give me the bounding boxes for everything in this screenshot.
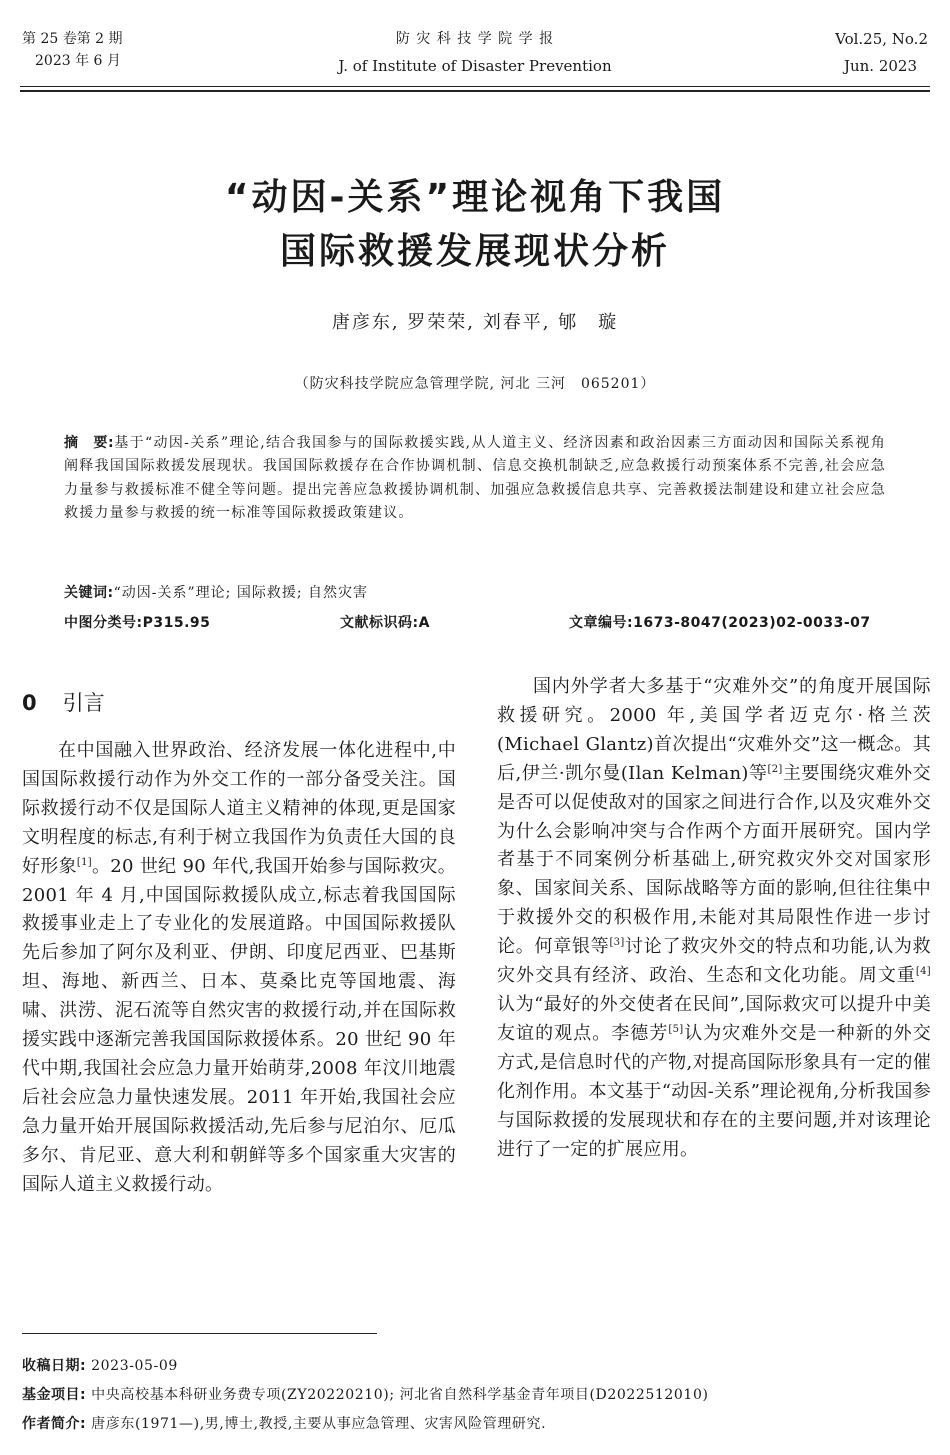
affiliation: （防灾科技学院应急管理学院, 河北 三河 065201） [294, 376, 656, 392]
doc-value: A [418, 615, 430, 631]
text-run: 讨论了救灾外交的特点和功能,认为救灾外交具有经济、政治、生态和文化功能。周文重 [497, 936, 931, 987]
abstract [64, 432, 886, 525]
author-list: 唐彦东, 罗荣荣, 刘春平, 郇 璇 [331, 312, 619, 333]
author-bio [22, 1413, 546, 1435]
header-rule-thick [20, 90, 930, 92]
article-value: 1673-8047(2023)02-0033-07 [633, 615, 871, 631]
section-title: 引言 [62, 691, 105, 715]
header-date: 2023 年 6 月 [35, 53, 121, 69]
footnote-rule [22, 1333, 377, 1334]
fund-value: 中央高校基本科研业务费专项(ZY20220210); 河北省自然科学基金青年项目(D2022512010) [91, 1387, 709, 1403]
header-rule [20, 86, 930, 87]
citation-ref-4: [4] [915, 966, 931, 978]
citation-ref-5: [5] [668, 1023, 684, 1035]
keywords-label: 关键词: [64, 585, 114, 601]
citation-ref-3: [3] [609, 937, 625, 949]
abstract-label: 摘 要: [64, 435, 115, 451]
header-volume: Vol.25, No.2 [835, 30, 928, 48]
clc-value: P315.95 [142, 615, 211, 631]
text-run: 主要围绕灾难外交是否可以促使敌对的国家之间进行合作,以及灾难外交为什么会影响冲突与合作两个方面开展研究。国内学者基于不同案例分析基础上,研究救灾外交对国家形象、国家间关系、国际战略等方面的影响,但往往集中于救援外交的积极作用,未能对其局限性作进一步讨论。何章银等 [497, 762, 931, 958]
text-run: 认为“最好的外交使者在民间”,国际救灾可以提升中美友谊的观点。李德芳 [497, 993, 931, 1044]
abstract-text: 基于“动因-关系”理论,结合我国参与的国际救援实践,从人道主义、经济因素和政治因素三方面动因和国际关系视角阐释我国国际救援发展现状。我国国际救援存在合作协调机制、信息交换机制缺乏,应急救援行动预案体系不完善,社会应急力量参与救援标准不健全等问题。提出完善应急救援协调机制、加强应急救援信息共享、完善救援法制建设和建立社会应急救援力量参与救援的统一标准等国际救援政策建议。 [64, 435, 886, 521]
doc-label: 文献标识码: [340, 615, 419, 631]
text-run: 。20 世纪 90 年代,我国开始参与国际救灾。2001 年 4 月,中国国际救援队成立,标志着我国国际救援事业走上了专业化的发展道路。中国国际救援队先后参加了阿尔及利亚、伊朗、印度尼西亚、巴基斯坦、海地、新西兰、日本、莫桑比克等国地震、海啸、洪涝、泥石流等自然灾害的救援行动,并在国际救援实践中逐渐完善我国国际救援体系。20 世纪 90 年代中期,我国社会应急力量开始萌芽,2008 年汶川地震后社会应急力量快速发展。2011 年开始,我国社会应急力量开始开展国际救援活动,先后参与尼泊尔、厄瓜多尔、肯尼亚、意大利和朝鲜等多个国家重大灾害的国际人道主义救援行动。 [22, 855, 456, 1195]
received-value: 2023-05-09 [91, 1358, 178, 1374]
text-run: 在中国融入世界政治、经济发展一体化进程中,中国国际救援行动作为外交工作的一部分备受关注。国际救援行动不仅是国际人道主义精神的体现,更是国家文明程度的标志,有利于树立我国作为负责任大国的良好形象 [22, 740, 456, 877]
body-right-column [497, 673, 931, 1164]
header-journal-cn: 防 灾 科 技 学 院 学 报 [395, 31, 555, 47]
text-run: 认为灾难外交是一种新的外交方式,是信息时代的产物,对提高国际形象具有一定的催化剂作用。本文基于“动因-关系”理论视角,分析我国参与国际救援的发展现状和存在的主要问题,并对该理论进行了一定的扩展应用。 [497, 1022, 932, 1160]
keywords [64, 582, 368, 604]
author-bio-value: 唐彦东(1971—),男,博士,教授,主要从事应急管理、灾害风险管理研究. [91, 1416, 547, 1432]
received-date [22, 1355, 178, 1377]
doc-code [340, 612, 430, 634]
body-left-column [22, 737, 456, 1200]
funding [22, 1384, 709, 1406]
clc-label: 中图分类号: [64, 615, 143, 631]
received-label: 收稿日期: [22, 1358, 87, 1374]
author-bio-label: 作者简介: [22, 1416, 87, 1432]
keywords-text: “动因-关系”理论; 国际救援; 自然灾害 [113, 585, 368, 601]
text-run: 国内外学者大多基于“灾难外交”的角度开展国际救援研究。2000 年,美国学者迈克尔·格兰茨(Michael Glantz)首次提出“灾难外交”这一概念。其后,伊兰·凯尔曼(Ilan Kelman)等 [497, 676, 931, 784]
section-number: 0 [22, 691, 37, 715]
paragraph-intro [22, 737, 456, 1200]
citation-ref-2: [2] [767, 763, 783, 775]
paragraph-literature [497, 673, 931, 1164]
header-date-en: Jun. 2023 [843, 57, 917, 75]
article-number [569, 612, 871, 634]
citation-ref-1: [1] [76, 856, 92, 868]
paper-title-line2: 国际救援发展现状分析 [279, 231, 670, 272]
article-label: 文章编号: [569, 615, 634, 631]
header-issue: 第 25 卷第 2 期 [22, 31, 123, 47]
header-journal-en: J. of Institute of Disaster Prevention [338, 57, 612, 75]
section-heading [22, 689, 105, 717]
fund-label: 基金项目: [22, 1387, 87, 1403]
paper-title-line1: “动因-关系”理论视角下我国 [224, 177, 726, 218]
clc-number [64, 612, 210, 634]
